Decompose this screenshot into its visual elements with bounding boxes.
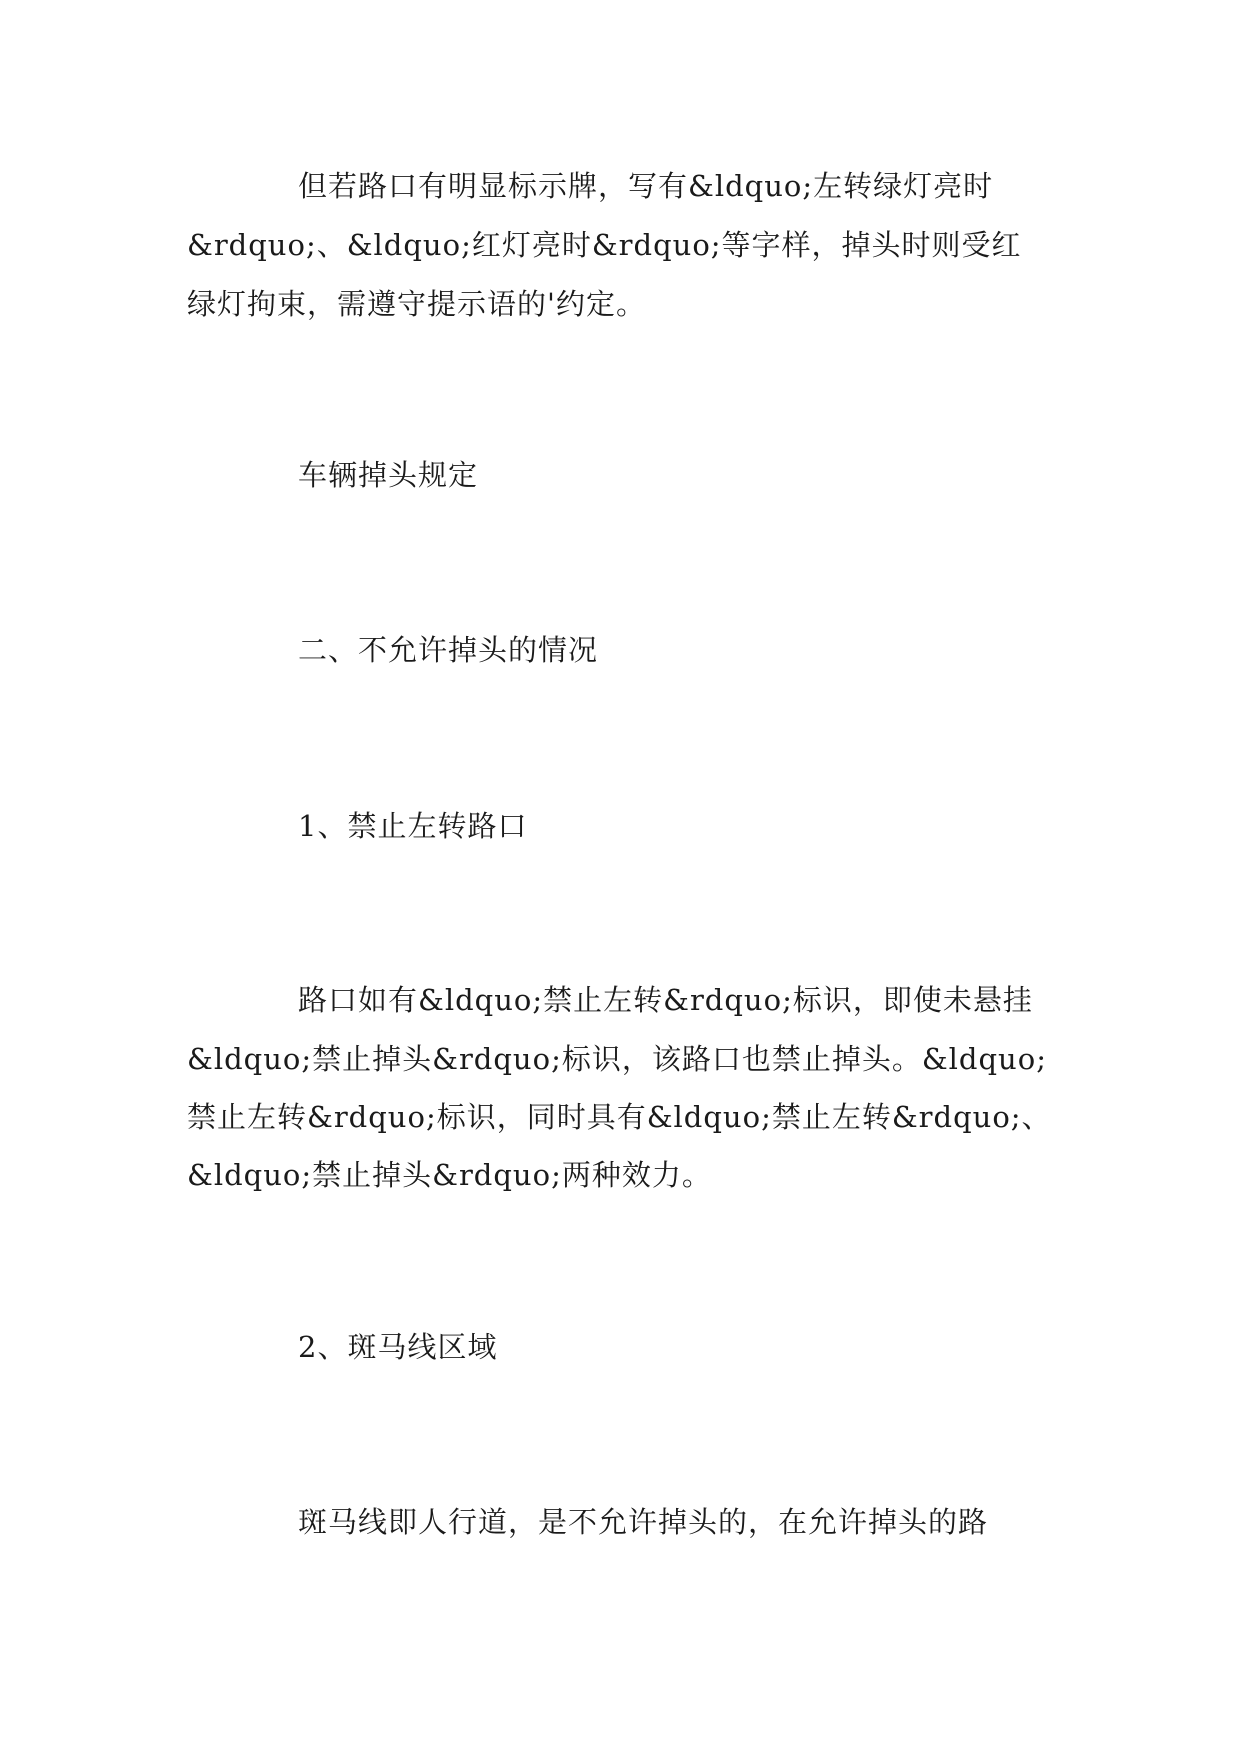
text-line: 车辆掉头规定 [298,458,479,492]
text-line: 禁止左转&rdquo;标识，同时具有&ldquo;禁止左转&rdquo;、 [187,1100,1052,1134]
text-line: 1、禁止左转路口 [298,809,528,843]
text-line: 二、不允许掉头的情况 [298,633,599,667]
text-line: &rdquo;、&ldquo;红灯亮时&rdquo;等字样，掉头时则受红 [187,228,1022,262]
text-line: 2、斑马线区域 [298,1330,498,1364]
text-line: 路口如有&ldquo;禁止左转&rdquo;标识，即使未悬挂 [298,983,1033,1017]
text-line: 斑马线即人行道，是不允许掉头的，在允许掉头的路 [298,1505,989,1539]
text-line: 但若路口有明显标示牌，写有&ldquo;左转绿灯亮时 [298,169,994,203]
text-line: &ldquo;禁止掉头&rdquo;两种效力。 [187,1158,712,1192]
text-line: &ldquo;禁止掉头&rdquo;标识，该路口也禁止掉头。&ldquo; [187,1042,1047,1076]
text-line: 绿灯拘束，需遵守提示语的'约定。 [187,287,646,321]
